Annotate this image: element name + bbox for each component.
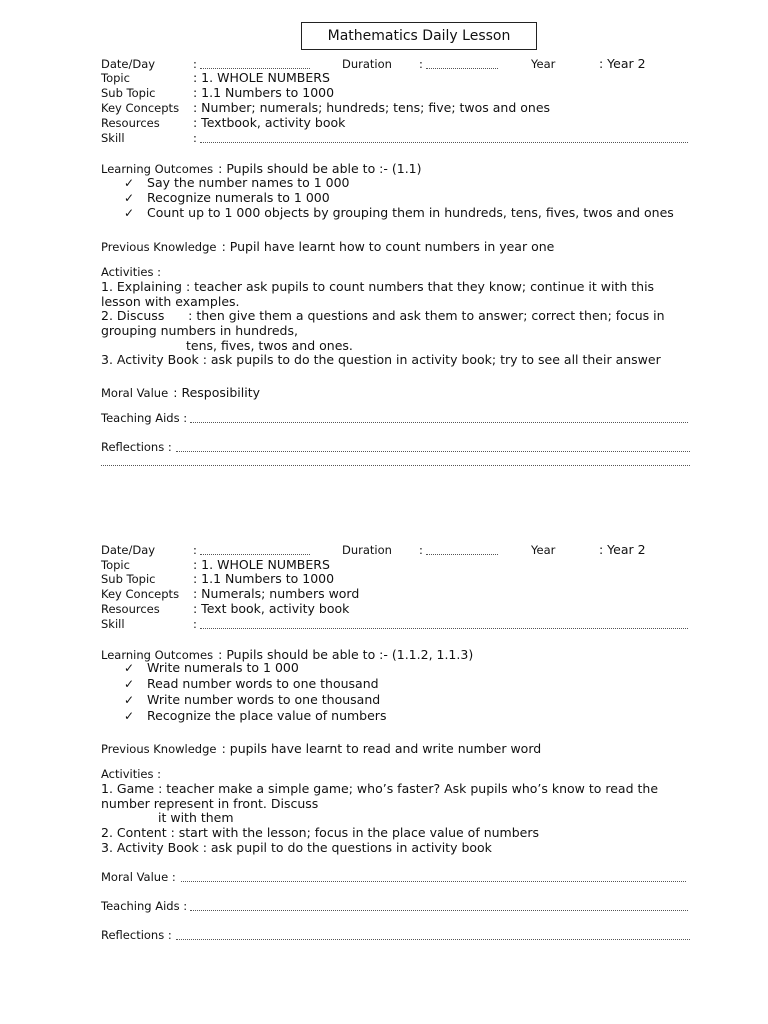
subtopic-label: Sub Topic bbox=[101, 572, 156, 586]
previous-knowledge-value: : Pupil have learnt how to count numbers in year one bbox=[221, 239, 555, 254]
learning-outcomes-label: Learning Outcomes bbox=[101, 648, 214, 662]
previous-knowledge bbox=[101, 236, 554, 255]
skill-colon: : bbox=[193, 617, 197, 631]
checkmark-icon: ✓ bbox=[124, 693, 135, 707]
skill-label: Skill bbox=[101, 131, 125, 145]
activity-line: 1. Game : teacher make a simple game; who’s faster? Ask pupils who’s know to read the bbox=[101, 781, 659, 796]
duration-colon: : bbox=[419, 57, 423, 71]
outcome-item bbox=[124, 190, 330, 205]
date-colon: : bbox=[193, 543, 197, 557]
resources-value: : Textbook, activity book bbox=[193, 115, 346, 130]
previous-knowledge-label: Previous Knowledge bbox=[101, 240, 217, 254]
activities-label: Activities : bbox=[101, 265, 161, 279]
date-label: Date/Day bbox=[101, 543, 156, 557]
outcome-text: Recognize numerals to 1 000 bbox=[147, 190, 330, 205]
activity-line: it with them bbox=[158, 810, 234, 825]
checkmark-icon: ✓ bbox=[124, 709, 135, 723]
checkmark-icon: ✓ bbox=[124, 677, 135, 691]
outcome-text: Say the number names to 1 000 bbox=[147, 175, 350, 190]
key-concepts-label: Key Concepts bbox=[101, 101, 180, 115]
topic-label: Topic bbox=[101, 558, 130, 572]
outcome-text: Write number words to one thousand bbox=[147, 692, 381, 707]
outcome-text: Count up to 1 000 objects by grouping them in hundreds, tens, fives, twos and ones bbox=[147, 205, 674, 220]
outcome-item bbox=[124, 692, 380, 707]
teaching-aids-blank bbox=[190, 422, 688, 423]
previous-knowledge-label: Previous Knowledge bbox=[101, 742, 217, 756]
outcome-item bbox=[124, 175, 350, 190]
reflections-label: Reflections : bbox=[101, 928, 172, 942]
duration-colon: : bbox=[419, 543, 423, 557]
subtopic-value: : 1.1 Numbers to 1000 bbox=[193, 85, 335, 100]
reflections-blank bbox=[176, 939, 690, 940]
duration-blank bbox=[426, 68, 498, 69]
outcome-item bbox=[124, 676, 379, 691]
activity-line: 3. Activity Book : ask pupil to do the questions in activity book bbox=[101, 840, 492, 855]
activity-line: 2. Content : start with the lesson; focus in the place value of numbers bbox=[101, 825, 540, 840]
outcome-text: Recognize the place value of numbers bbox=[147, 708, 387, 723]
document-title: Mathematics Daily Lesson bbox=[301, 22, 537, 50]
activity-line: 2. Discuss : then give them a questions and ask them to answer; correct then; focus in bbox=[101, 308, 665, 323]
moral-value-label: Moral Value : bbox=[101, 870, 176, 884]
activity-line: number represent in front. Discuss bbox=[101, 796, 319, 811]
activity-line: grouping numbers in hundreds, bbox=[101, 323, 298, 338]
subtopic-label: Sub Topic bbox=[101, 86, 156, 100]
outcome-item bbox=[124, 205, 674, 220]
year-value: : Year 2 bbox=[599, 542, 646, 557]
previous-knowledge-value: : pupils have learnt to read and write number word bbox=[221, 741, 542, 756]
topic-value: : 1. WHOLE NUMBERS bbox=[193, 557, 330, 572]
reflections-blank-line bbox=[101, 465, 690, 466]
topic-value: : 1. WHOLE NUMBERS bbox=[193, 70, 330, 85]
activities-label: Activities : bbox=[101, 767, 161, 781]
activity-line: tens, fives, twos and ones. bbox=[186, 338, 353, 353]
duration-blank bbox=[426, 554, 498, 555]
skill-colon: : bbox=[193, 131, 197, 145]
date-colon: : bbox=[193, 57, 197, 71]
resources-value: : Text book, activity book bbox=[193, 601, 350, 616]
outcome-item bbox=[124, 660, 299, 675]
date-blank bbox=[200, 554, 310, 555]
moral-value bbox=[101, 382, 260, 401]
key-concepts-label: Key Concepts bbox=[101, 587, 180, 601]
duration-label: Duration bbox=[342, 543, 392, 557]
activity-line: lesson with examples. bbox=[101, 294, 240, 309]
date-blank bbox=[200, 68, 310, 69]
teaching-aids-blank bbox=[190, 910, 688, 911]
checkmark-icon: ✓ bbox=[124, 191, 135, 205]
checkmark-icon: ✓ bbox=[124, 661, 135, 675]
year-value: : Year 2 bbox=[599, 56, 646, 71]
year-label: Year bbox=[531, 543, 556, 557]
activity-line: 3. Activity Book : ask pupils to do the question in activity book; try to see all their answer bbox=[101, 352, 661, 367]
learning-outcomes-label: Learning Outcomes bbox=[101, 162, 214, 176]
resources-label: Resources bbox=[101, 116, 160, 130]
moral-value-text: : Resposibility bbox=[173, 385, 260, 400]
outcome-item bbox=[124, 708, 386, 723]
checkmark-icon: ✓ bbox=[124, 206, 135, 220]
learning-outcomes-intro: : Pupils should be able to :- (1.1.2, 1.1.3) bbox=[218, 647, 474, 662]
activity-line: 1. Explaining : teacher ask pupils to count numbers that they know; continue it with this bbox=[101, 279, 655, 294]
learning-outcomes-intro: : Pupils should be able to :- (1.1) bbox=[218, 161, 422, 176]
previous-knowledge bbox=[101, 738, 541, 757]
topic-label: Topic bbox=[101, 71, 130, 85]
teaching-aids-label: Teaching Aids : bbox=[101, 411, 188, 425]
reflections-label: Reflections : bbox=[101, 440, 172, 454]
outcome-text: Read number words to one thousand bbox=[147, 676, 379, 691]
checkmark-icon: ✓ bbox=[124, 176, 135, 190]
duration-label: Duration bbox=[342, 57, 392, 71]
date-label: Date/Day bbox=[101, 57, 156, 71]
teaching-aids-label: Teaching Aids : bbox=[101, 899, 188, 913]
reflections-blank bbox=[176, 451, 690, 452]
skill-blank bbox=[200, 142, 688, 143]
moral-value-label: Moral Value bbox=[101, 386, 169, 400]
skill-label: Skill bbox=[101, 617, 125, 631]
outcome-text: Write numerals to 1 000 bbox=[147, 660, 299, 675]
key-concepts-value: : Number; numerals; hundreds; tens; five; twos and ones bbox=[193, 100, 551, 115]
resources-label: Resources bbox=[101, 602, 160, 616]
moral-value-blank bbox=[181, 881, 686, 882]
subtopic-value: : 1.1 Numbers to 1000 bbox=[193, 571, 335, 586]
year-label: Year bbox=[531, 57, 556, 71]
key-concepts-value: : Numerals; numbers word bbox=[193, 586, 360, 601]
skill-blank bbox=[200, 628, 688, 629]
